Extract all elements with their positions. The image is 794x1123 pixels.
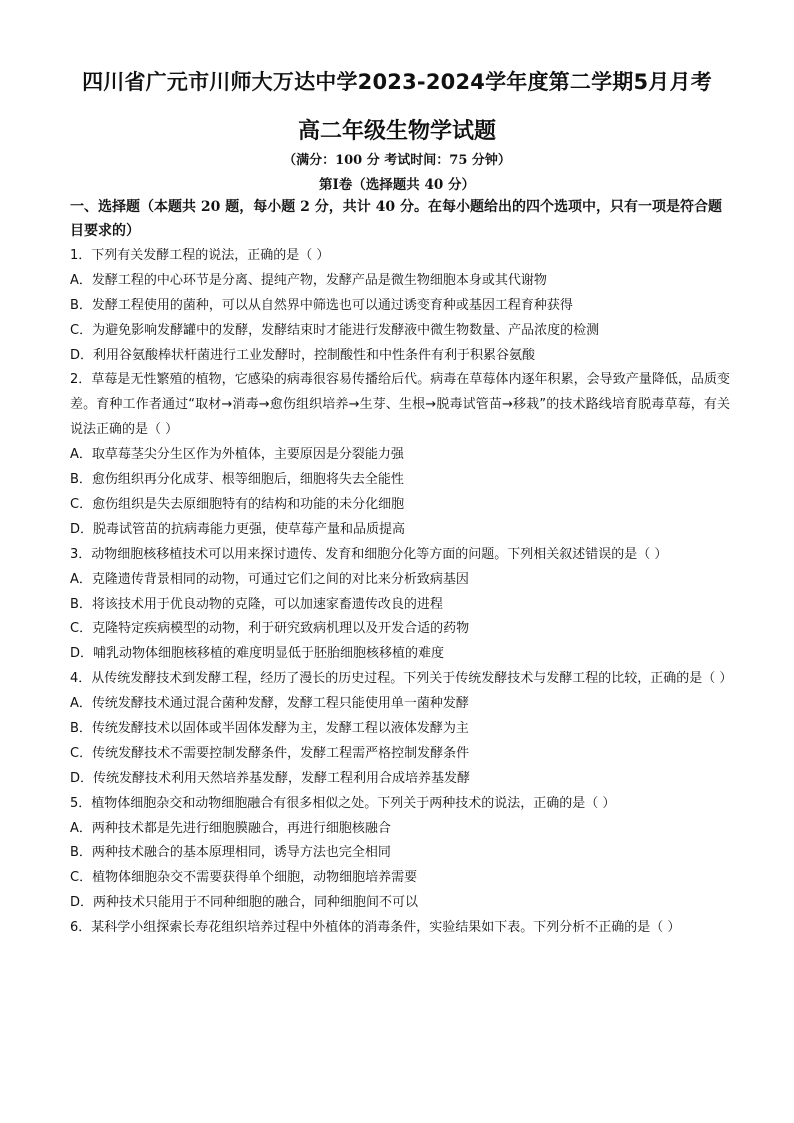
option-4c: C．传统发酵技术不需要控制发酵条件，发酵工程需严格控制发酵条件 — [70, 745, 470, 761]
option-2b: B．愈伤组织再分化成芽、根等细胞后，细胞将失去全能性 — [70, 472, 404, 488]
exam-title: 四川省广元市川师大万达中学2023-2024学年度第二学期5月月考 — [82, 70, 712, 94]
option-4b: B．传统发酵技术以固体或半固体发酵为主，发酵工程以液体发酵为主 — [70, 721, 469, 737]
question-stem-6: 6．某科学小组探索长寿花组织培养过程中外植体的消毒条件，实验结果如下表。下列分析不正确的是（ ） — [70, 920, 681, 936]
option-5d: D．两种技术只能用于不同种细胞的融合，同种细胞间不可以 — [70, 895, 419, 911]
option-1c: C．为避免影响发酵罐中的发酵，发酵结束时才能进行发酵液中微生物数量、产品浓度的检测 — [70, 322, 600, 338]
question-stem-5: 5．植物体细胞杂交和动物细胞融合有很多相似之处。下列关于两种技术的说法，正确的是（ ） — [70, 795, 616, 811]
exam-info: （满分：100 分 考试时间：75 分钟） — [283, 153, 511, 168]
part-title: 第Ⅰ卷（选择题共 40 分） — [318, 177, 475, 193]
option-3a: A．克隆遗传背景相同的动物，可通过它们之间的对比来分析致病基因 — [70, 571, 469, 587]
exam-subtitle: 高二年级生物学试题 — [297, 119, 496, 144]
option-5b: B．两种技术融合的基本原理相同，诱导方法也完全相同 — [70, 845, 391, 861]
question-stem-2: 2．草莓是无性繁殖的植物，它感染的病毒很容易传播给后代。病毒在草莓体内逐年积累，会导致产量降低，品质变差。育种工作者通过“取材→消毒→愈伤组织培养→生芽、生根→脱毒试管苗→移栽”的技术路线培育脱毒草莓，有关说法正确的是（ ） — [70, 372, 730, 438]
option-3b: B．将该技术用于优良动物的克隆，可以加速家畜遗传改良的进程 — [70, 596, 443, 612]
option-1d: D．利用谷氨酸棒状杆菌进行工业发酵时，控制酸性和中性条件有利于积累谷氨酸 — [70, 347, 536, 363]
option-2a: A．取草莓茎尖分生区作为外植体，主要原因是分裂能力强 — [70, 447, 404, 463]
option-2d: D．脱毒试管苗的抗病毒能力更强，使草莓产量和品质提高 — [70, 521, 406, 537]
option-4a: A．传统发酵技术通过混合菌种发酵，发酵工程只能使用单一菌种发酵 — [70, 696, 469, 712]
question-stem-4: 4．从传统发酵技术到发酵工程，经历了漫长的历史过程。下列关于传统发酵技术与发酵工程的比较，正确的是（ ） — [70, 671, 733, 687]
section-heading: 一、选择题（本题共 20 题，每小题 2 分，共计 40 分。在每小题给出的四个选项中，只有一项是符合题目要求的） — [70, 199, 722, 239]
question-stem-1: 1．下列有关发酵工程的说法，正确的是（ ） — [70, 248, 330, 263]
option-3c: C．克隆特定疾病模型的动物，利于研究致病机理以及开发合适的药物 — [70, 621, 470, 637]
option-3d: D．哺乳动物体细胞核移植的难度明显低于胚胎细胞核移植的难度 — [70, 646, 445, 662]
option-4d: D．传统发酵技术利用天然培养基发酵，发酵工程利用合成培养基发酵 — [70, 770, 471, 786]
question-list — [70, 244, 733, 941]
option-5c: C．植物体细胞杂交不需要获得单个细胞，动物细胞培养需要 — [70, 870, 418, 886]
option-2c: C．愈伤组织是失去原细胞特有的结构和功能的未分化细胞 — [70, 496, 405, 512]
option-1a: A．发酵工程的中心环节是分离、提纯产物，发酵产品是微生物细胞本身或其代谢物 — [70, 272, 547, 288]
option-1b: B．发酵工程使用的菌种，可以从自然界中筛选也可以通过诱变育种或基因工程育种获得 — [70, 297, 573, 313]
question-stem-3: 3．动物细胞核移植技术可以用来探讨遗传、发育和细胞分化等方面的问题。下列相关叙述错误的是（ ） — [70, 546, 668, 562]
option-5a: A．两种技术都是先进行细胞膜融合，再进行细胞核融合 — [70, 820, 391, 836]
